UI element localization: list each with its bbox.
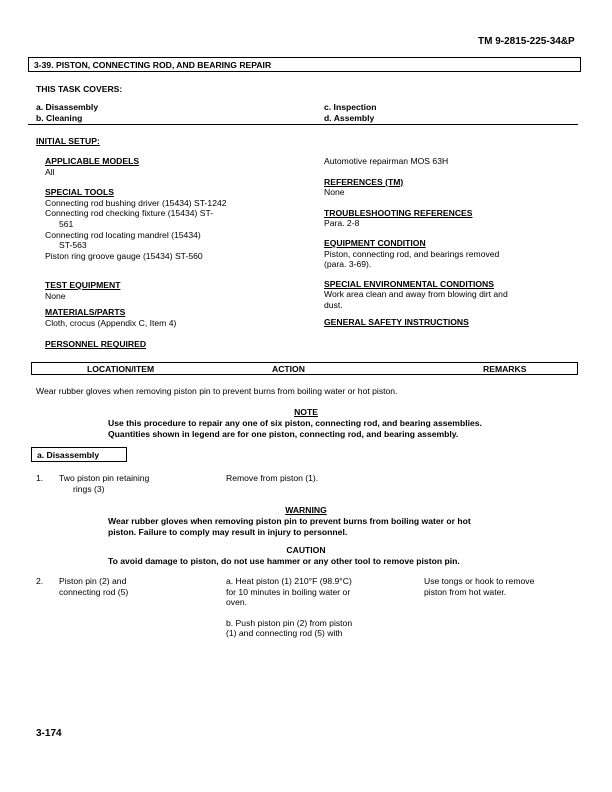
special-tool-item: Connecting rod bushing driver (15434) ST-1242 — [45, 197, 227, 208]
personnel-value: Automotive repairman MOS 63H — [324, 156, 449, 166]
setup-right-column — [324, 156, 564, 327]
special-tools-heading: SPECIAL TOOLS — [45, 187, 114, 198]
setup-left-column — [45, 156, 285, 261]
step-2-item-line: Piston pin (2) and — [59, 576, 127, 586]
references-value: None — [324, 187, 345, 198]
note-title: NOTE — [294, 407, 318, 417]
special-tool-item: Connecting rod checking fixture (15434) ST- — [45, 208, 214, 219]
step-2-item-line: connecting rod (5) — [59, 586, 129, 597]
special-tool-item: Connecting rod locating mandrel (15434) — [45, 229, 201, 240]
materials-heading: MATERIALS/PARTS — [45, 307, 126, 318]
environmental-heading: SPECIAL ENVIRONMENTAL CONDITIONS — [324, 278, 494, 289]
step-1-item-line: Two piston pin retaining — [59, 473, 150, 483]
setup-left-column-lower — [45, 280, 285, 350]
step-1-item-line: rings (3) — [73, 483, 105, 494]
divider — [28, 124, 578, 125]
warning-line: Wear rubber gloves when removing piston pin to prevent burns from boiling water or hot — [108, 516, 471, 526]
step-1-number: 1. — [36, 473, 44, 483]
step-1-item — [59, 473, 209, 494]
general-safety-heading: GENERAL SAFETY INSTRUCTIONS — [324, 316, 469, 327]
references-heading: REFERENCES (TM) — [324, 176, 404, 187]
task-d: d. Assembly — [324, 113, 375, 123]
disassembly-heading: a. Disassembly — [31, 447, 127, 462]
task-b: b. Cleaning — [36, 113, 83, 123]
equipment-condition-line: (para. 3-69). — [324, 259, 372, 270]
step-2-action-b-line: b. Push piston pin (2) from piston — [226, 617, 353, 628]
safety-summary-line: Wear rubber gloves when removing piston pin to prevent burns from boiling water or hot piston. — [36, 386, 398, 396]
caution-line: To avoid damage to piston, do not use hammer or any other tool to remove piston pin. — [108, 556, 460, 566]
initial-setup-heading: INITIAL SETUP: — [36, 136, 100, 146]
location-item-column: LOCATION/ITEM — [87, 364, 155, 374]
task-c: c. Inspection — [324, 102, 377, 112]
equipment-condition-heading: EQUIPMENT CONDITION — [324, 237, 426, 248]
table-header — [31, 362, 578, 375]
warning-line: piston. Failure to comply may result in injury to personnel. — [108, 526, 348, 537]
test-equipment-heading: TEST EQUIPMENT — [45, 280, 121, 290]
page-number: 3-174 — [36, 728, 62, 739]
environmental-line: dust. — [324, 299, 343, 310]
applicable-models-heading: APPLICABLE MODELS — [45, 156, 140, 166]
personnel-heading: PERSONNEL REQUIRED — [45, 339, 147, 350]
note-line: Use this procedure to repair any one of six piston, connecting rod, and bearing assemblies. — [108, 418, 482, 428]
step-1-action: Remove from piston (1). — [226, 473, 319, 483]
note-line: Quantities shown in legend are for one piston, connecting rod, and bearing assembly. — [108, 428, 459, 439]
test-equipment-value: None — [45, 290, 66, 301]
troubleshooting-heading: TROUBLESHOOTING REFERENCES — [324, 207, 473, 218]
step-2-number: 2. — [36, 576, 44, 586]
step-2-remarks-line: piston from hot water. — [424, 586, 507, 597]
step-2-action-a-line: a. Heat piston (1) 210°F (98.9°C) — [226, 576, 352, 586]
special-tool-item: 561 — [59, 218, 74, 229]
note-body — [108, 418, 538, 439]
step-2-action-b-line: (1) and connecting rod (5) with — [226, 628, 343, 639]
special-tool-item: Piston ring groove gauge (15434) ST-560 — [45, 250, 203, 261]
applicable-models-value: All — [45, 166, 55, 177]
step-2-action-a-line: for 10 minutes in boiling water or — [226, 586, 351, 597]
step-2-action — [226, 576, 406, 639]
tm-number: TM 9-2815-225-34&P — [478, 36, 575, 47]
special-tool-item: ST-563 — [59, 240, 87, 251]
step-2-remarks — [424, 576, 584, 597]
materials-value: Cloth, crocus (Appendix C, Item 4) — [45, 317, 177, 328]
step-2-action-a-line: oven. — [226, 597, 248, 608]
warning-body — [108, 516, 538, 537]
step-2-remarks-line: Use tongs or hook to remove — [424, 576, 535, 586]
environmental-line: Work area clean and away from blowing dirt and — [324, 289, 508, 300]
task-covers-heading: THIS TASK COVERS: — [36, 84, 123, 94]
action-column: ACTION — [272, 364, 305, 374]
step-2-item — [59, 576, 209, 597]
remarks-column: REMARKS — [483, 364, 527, 374]
equipment-condition-line: Piston, connecting rod, and bearings removed — [324, 248, 500, 259]
task-a: a. Disassembly — [36, 102, 99, 112]
warning-title: WARNING — [285, 505, 327, 515]
caution-title: CAUTION — [286, 545, 326, 555]
section-title: 3-39. PISTON, CONNECTING ROD, AND BEARING REPAIR — [28, 57, 581, 72]
troubleshooting-value: Para. 2-8 — [324, 218, 360, 229]
